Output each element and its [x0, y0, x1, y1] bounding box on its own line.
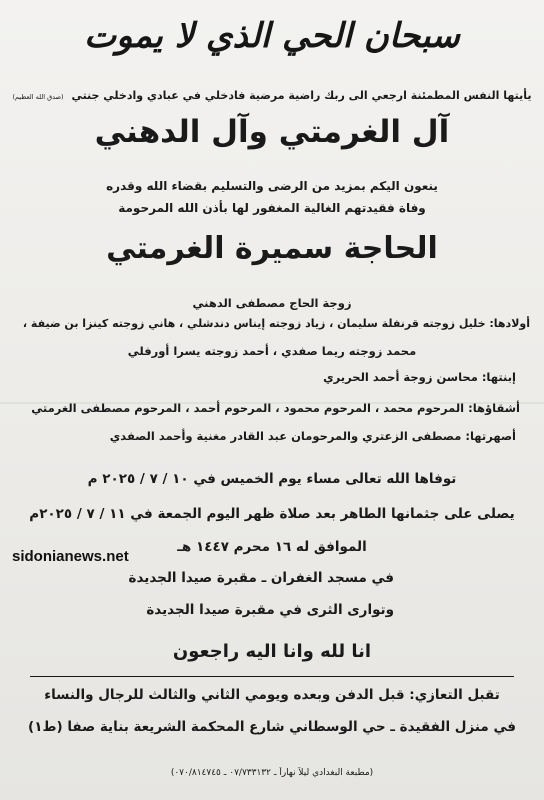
verse-source: (صدق الله العظيم) [12, 93, 64, 101]
announcement-line-1: ينعون اليكم بمزيد من الرضى والتسليم بقضاء الله وقدره [106, 179, 438, 193]
condolence-line-2: في منزل الفقيدة ـ حي الوسطاني شارع المحكمة الشريعة بناية صفا (ط١) [28, 719, 516, 735]
istirja-line: انا لله وانا اليه راجعون [172, 641, 372, 662]
families-title: آل الغرمتي وآل الدهني [94, 114, 450, 150]
condolence-line-1: تقبل التعازي: قبل الدفن وبعده ويومي الثاني والثالث للرجال والنساء [44, 687, 500, 703]
hijri-date-line: الموافق له ١٦ محرم ١٤٤٧ هـ [177, 539, 367, 555]
quran-verse [12, 88, 532, 105]
funeral-prayer-line: يصلى على جثمانها الطاهر بعد صلاة ظهر اليوم الجمعة في ١١ / ٧ / ٢٠٢٥م [29, 506, 515, 522]
section-divider [30, 676, 514, 677]
printer-credit: (مطبعة البغدادي ليلاً نهاراً ـ ٠٧/٧٣٣١٣٢ ـ ٠٧٠/٨١٤٧٤٥) [170, 768, 374, 778]
calligraphy-header: سبحان الحي الذي لا يموت [84, 16, 460, 56]
deceased-name: الحاجة سميرة الغرمتي [106, 231, 438, 266]
watermark-website: sidonianews.net [12, 548, 129, 565]
children-line-2: محمد زوجته ريما صفدي ، أحمد زوجته يسرا أورفلي [127, 344, 417, 358]
death-date-line: توفاها الله تعالى مساء يوم الخميس في ١٠ / ٧ / ٢٠٢٥ م [87, 471, 457, 487]
in-laws-line: أصهرتها: مصطفى الزعتري والمرحومان عبد القادر مغنية وأحمد الصفدي [109, 429, 516, 443]
daughter-line: إبنتها: محاسن زوجة أحمد الحريري [323, 370, 516, 384]
wife-of-line: زوجة الحاج مصطفى الدهني [192, 296, 352, 310]
brothers-line: أشقاؤها: المرحوم محمد ، المرحوم محمود ، المرحوم أحمد ، المرحوم مصطفى الغرمتي [31, 401, 520, 415]
mosque-line: في مسجد الغفران ـ مقبرة صيدا الجديدة [128, 570, 394, 586]
burial-line: وتوارى الثرى في مقبرة صيدا الجديدة [146, 602, 394, 618]
announcement-line-2: وفاة فقيدتهم الغالية المغفور لها بأذن الله المرحومة [118, 201, 426, 215]
verse-text: يأيتها النفس المطمئنة ارجعي الى ربك راضية مرضية فادخلي في عبادي وادخلي جنتي [71, 89, 532, 102]
children-line-1: أولادها: خليل زوجته قرنفلة سليمان ، زياد زوجته إيناس دندشلي ، هاني زوجته كينزا بن ضيفة ، [22, 317, 530, 330]
